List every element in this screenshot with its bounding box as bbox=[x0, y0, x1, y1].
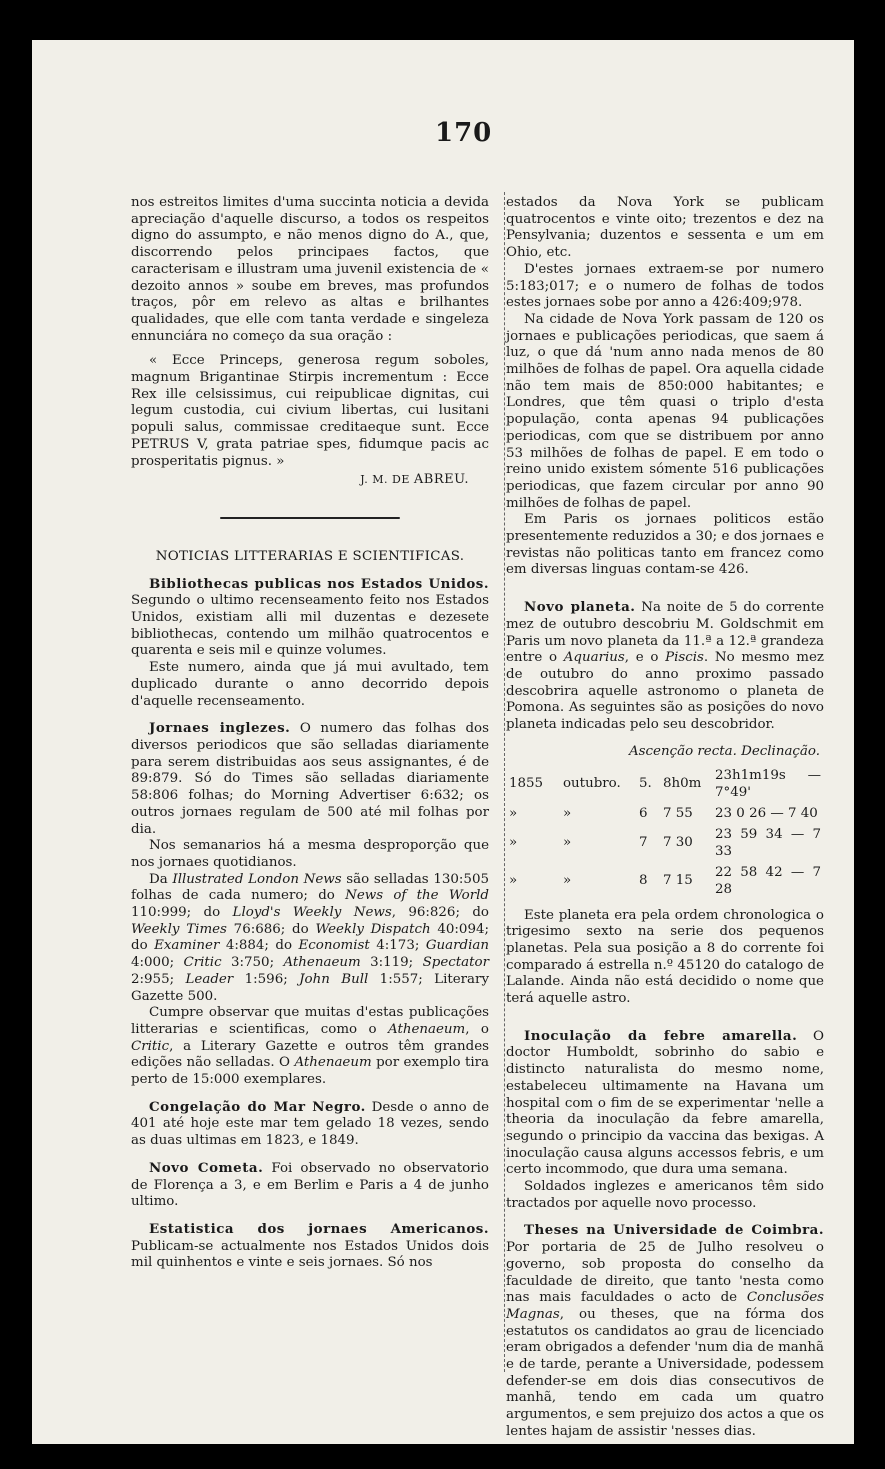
coords-table-header: Ascenção recta. Declinação. bbox=[629, 743, 820, 759]
right-column bbox=[506, 195, 824, 1441]
coords-cell-month: outubro. bbox=[563, 776, 621, 791]
latin-quote: « Ecce Princeps, generosa regum soboles, magnum Brigantinae Stirpis incrementum : Ecce Rex ille celsissimus, cui reipublicae dignitas, cui legum custodia, cui civium libertas, cui lusitani populi salus, commissae creditaeque sunt. Ecce PETRUS V, grata patriae spes, fidumque pacis ac prosperitatis pignus. » bbox=[131, 353, 489, 469]
estatistica-continued: estados da Nova York se publicam quatrocentos e vinte oito; trezentos e dez na Pensylvania; duzentos e sessenta e um em Ohio, etc. bbox=[506, 195, 824, 261]
signature bbox=[131, 472, 489, 489]
scanned-page bbox=[32, 40, 854, 1444]
inoculacao-p2: Soldados inglezes e americanos têm sido tractados por aquelle novo processo. bbox=[506, 1179, 824, 1211]
theses-article: Theses na Universidade de Coimbra. Por portaria de 25 de Julho resolveu o governo, sob proposta do conselho da faculdade de direito, que tanto 'nesta como nas mais faculdades o acto de Conclusões Magnas, ou theses, que na fórma dos estatutos os candidatos ao grau de licenciado eram obrigados a defender 'num dia de manhã e de tarde, perante a Universidade, podessem defender-se em dois dias consecutivos de manhã, tendo em cada um quatro argumentos, e sem prejuizo dos actos a que os lentes hajam de assistir 'nesses dias. bbox=[506, 1222, 824, 1439]
coords-cell-month: » bbox=[563, 805, 572, 821]
theses-heading: Theses na Universidade de Coimbra. bbox=[524, 1222, 824, 1239]
novo-cometa-text: Foi observado no observatorio de Florença a 3, e em Berlim e Paris a 4 de junho ultimo. bbox=[131, 1160, 489, 1210]
coords-cell-year: 1855 bbox=[509, 776, 544, 791]
jornaes-inglezes-text: O numero das folhas dos diversos periodicos que são selladas diariamente para serem distribuidas aos seus assignantes, é de 89:879. Só do Times são selladas diariamente 58:806 folhas; do Morning Advertiser 6:632; os outros jornaes regulam de 500 até mil folhas por dia. bbox=[131, 721, 489, 837]
estatistica-text: Publicam-se actualmente nos Estados Unidos dois mil quinhentos e vinte e seis jornaes. Só nos bbox=[131, 1238, 489, 1271]
coords-row bbox=[506, 765, 824, 803]
coords-cell-day: 7 bbox=[639, 835, 648, 850]
bibliothecas-heading: Bibliothecas publicas nos Estados Unidos. bbox=[149, 575, 489, 592]
bibliothecas-text: Segundo o ultimo recenseamento feito nos Estados Unidos, existiam alli mil duzentas e dezesete bibliothecas, contendo um milhão quatrocentos e quarenta e seis mil e quinze volumes. bbox=[131, 593, 489, 659]
jornaes-inglezes-p4: Cumpre observar que muitas d'estas publicações litterarias e scientificas, como o Athenaeum, o Critic, a Literary Gazette e outros têm grandes edições não selladas. O Athenaeum por exemplo tira perto de 15:000 exemplares. bbox=[131, 1005, 489, 1088]
coords-cell-year: » bbox=[509, 805, 518, 821]
novo-cometa-heading: Novo Cometa. bbox=[149, 1159, 264, 1176]
page-number: 170 bbox=[435, 118, 493, 148]
congelacao-article bbox=[131, 1099, 489, 1150]
coords-cell-year: » bbox=[509, 835, 518, 850]
coords-cell-day: 8 bbox=[639, 873, 648, 888]
column-divider bbox=[504, 192, 505, 1372]
coords-cell-day: 6 bbox=[639, 805, 648, 821]
coords-table bbox=[506, 765, 824, 900]
estatistica-p4: Em Paris os jornaes politicos estão presentemente reduzidos a 30; e dos jornaes e revistas não politicas tanto em francez como em diversas linguas contam-se 426. bbox=[506, 512, 824, 578]
intro-paragraph: nos estreitos limites d'uma succinta noticia a devida apreciação d'aquelle discurso, a todos os respeitos digno do assumpto, e não menos digno do A., que, discorrendo pelos principaes factos, que caracterisam e illustram uma juvenil existencia de « dezoito annos » soube em breves, mas profundos traços, pôr em relevo as altas e brilhantes qualidades, que elle com tanta verdade e singeleza ennunciára no começo da sua oração : bbox=[131, 195, 489, 344]
estatistica-p3: Na cidade de Nova York passam de 120 os jornaes e publicações periodicas, que saem á luz, o que dá 'num anno nada menos de 80 milhões de folhas de papel. Ora aquella cidade não tem mais de 850:000 habitantes; e Londres, que têm quasi o triplo d'esta população, conta apenas 94 publicações periodicas, com que se distribuem por anno 53 milhões de folhas de papel. E em todo o reino unido existem sómente 516 publicações periodicas, que fazem circular por anno 90 milhões de folhas de papel. bbox=[506, 311, 824, 511]
congelacao-heading: Congelação do Mar Negro. bbox=[149, 1098, 366, 1115]
coords-cell-ar: 8h0m bbox=[663, 776, 702, 791]
left-column bbox=[131, 195, 489, 1272]
novo-planeta-article: Novo planeta. Na noite de 5 do corrente mez de outubro descobriu M. Goldschmit em Paris um novo planeta da 11.ª a 12.ª grandeza entre o Aquarius, e o Piscis. No mesmo mez de outubro do anno proximo passado descobrira aquelle astronomo o planeta de Pomona. As seguintes são as posições do novo planeta indicadas pelo seu descobridor. bbox=[506, 599, 825, 733]
estatistica-article bbox=[131, 1221, 489, 1272]
jornaes-inglezes-article bbox=[131, 720, 489, 838]
coords-cell-ar: 7 30 bbox=[663, 835, 693, 850]
coords-cell-dec: 23h1m19s — 7°49' bbox=[715, 767, 821, 800]
signature-initials: J. M. DE bbox=[360, 473, 410, 487]
estatistica-heading: Estatistica dos jornaes Americanos. bbox=[149, 1220, 489, 1237]
novo-planeta-after: Este planeta era pela ordem chronologica o trigesimo sexto na serie dos pequenos planetas. Pela sua posição a 8 do corrente foi comparado á estrella n.º 45120 do catalogo de Lalande. Ainda não está decidido o nome que terá aquelle astro. bbox=[506, 907, 824, 1007]
coords-cell-dec: 23 59 34 — 7 33 bbox=[715, 826, 821, 859]
coords-row bbox=[506, 824, 824, 862]
coords-cell-month: » bbox=[563, 873, 572, 888]
bibliothecas-article bbox=[131, 576, 489, 661]
jornaes-inglezes-heading: Jornaes inglezes. bbox=[149, 720, 291, 737]
coords-cell-ar: 7 55 bbox=[663, 805, 693, 821]
inoculacao-text: O doctor Humboldt, sobrinho do sabio e distincto naturalista do mesmo nome, estabeleceu ultimamente na Havana um hospital com o fim de se experimentar 'nelle a theoria da inoculação da febre amarella, segundo o principio da vaccina das bexigas. A inoculação causa alguns accessos febris, e um certo incommodo, que dura uma semana. bbox=[506, 1028, 824, 1178]
coords-cell-year: » bbox=[509, 873, 518, 888]
inoculacao-heading: Inoculação da febre amarella. bbox=[524, 1027, 798, 1044]
novo-cometa-article bbox=[131, 1160, 489, 1211]
section-title: NOTICIAS LITTERARIAS E SCIENTIFICAS. bbox=[155, 548, 465, 564]
inoculacao-article bbox=[506, 1028, 824, 1179]
coords-row bbox=[506, 803, 824, 824]
coords-cell-ar: 7 15 bbox=[663, 873, 693, 888]
estatistica-p2: D'estes jornaes extraem-se por numero 5:183;017; e o numero de folhas de todos estes jornaes sobe por anno a 426:409;978. bbox=[506, 261, 824, 311]
coords-cell-dec: 23 0 26 — 7 40 bbox=[715, 805, 818, 821]
jornaes-inglezes-p2: Nos semanarios há a mesma desproporção que nos jornaes quotidianos. bbox=[131, 838, 489, 870]
bibliothecas-p2: Este numero, ainda que já mui avultado, tem duplicado durante o anno decorrido depois d'aquelle recenseamento. bbox=[131, 660, 489, 709]
section-rule bbox=[220, 517, 400, 519]
novo-planeta-heading: Novo planeta. bbox=[524, 599, 636, 616]
signature-name: ABREU. bbox=[413, 472, 469, 488]
coords-cell-dec: 22 58 42 — 7 28 bbox=[715, 864, 821, 897]
coords-row bbox=[506, 862, 824, 900]
jornaes-inglezes-p3: Da Illustrated London News são selladas 130:505 folhas de cada numero; do News of the World 110:999; do Lloyd's Weekly News, 96:826; do Weekly Times 76:686; do Weekly Dispatch 40:094; do Examiner 4:884; do Economist 4:173; Guardian 4:000; Critic 3:750; Athenaeum 3:119; Spectator 2:955; Leader 1:596; John Bull 1:557; Literary Gazette 500. bbox=[131, 871, 490, 1004]
coords-cell-day: 5. bbox=[639, 776, 652, 791]
congelacao-text: Desde o anno de 401 até hoje este mar tem gelado 18 vezes, sendo as duas ultimas em 1823, e 1849. bbox=[131, 1099, 489, 1149]
coords-cell-month: » bbox=[563, 835, 572, 850]
